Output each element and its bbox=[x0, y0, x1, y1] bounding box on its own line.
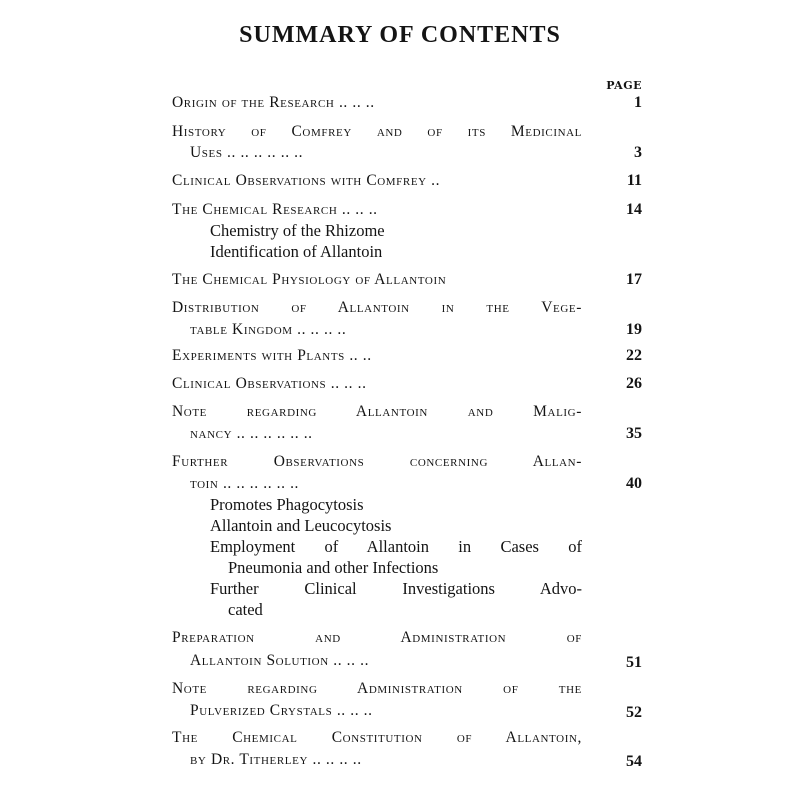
page-title: SUMMARY OF CONTENTS bbox=[239, 22, 561, 48]
toc-entry-line: The Chemical Physiology of Allantoin bbox=[172, 271, 447, 288]
toc-page-number: 1 bbox=[634, 94, 642, 111]
toc-subentry: Pneumonia and other Infections bbox=[228, 558, 439, 577]
toc-entry-line: Further Observations concerning Allan- bbox=[172, 453, 582, 470]
toc-entry-line: Pulverized Crystals .. .. .. bbox=[190, 702, 373, 719]
toc-subentry: Promotes Phagocytosis bbox=[210, 495, 364, 514]
toc-entry-line: Clinical Observations with Comfrey .. bbox=[172, 172, 441, 189]
toc-page-number: 14 bbox=[626, 201, 642, 218]
toc-entry-line: The Chemical Research .. .. .. bbox=[172, 201, 378, 218]
toc-subentry: cated bbox=[228, 600, 263, 619]
toc-page-number: 40 bbox=[626, 475, 642, 492]
page-column-heading: PAGE bbox=[606, 79, 642, 92]
toc-page-number: 3 bbox=[634, 144, 642, 161]
toc-entry-line: toin .. .. .. .. .. .. bbox=[190, 475, 300, 492]
toc-entry-line: Origin of the Research .. .. .. bbox=[172, 94, 375, 111]
toc-page-number: 19 bbox=[626, 321, 642, 338]
toc-subentry: Further Clinical Investigations Advo- bbox=[210, 579, 582, 598]
toc-page-number: 52 bbox=[626, 704, 642, 721]
toc-entry-line: nancy .. .. .. .. .. .. bbox=[190, 425, 313, 442]
toc-subentry: Allantoin and Leucocytosis bbox=[210, 516, 392, 535]
toc-page-number: 17 bbox=[626, 271, 642, 288]
toc-page-number: 35 bbox=[626, 425, 642, 442]
toc-page-number: 22 bbox=[626, 347, 642, 364]
toc-entry-line: Preparation and Administration of bbox=[172, 629, 582, 646]
toc-page-number: 26 bbox=[626, 375, 642, 392]
toc-subentry: Employment of Allantoin in Cases of bbox=[210, 537, 582, 556]
toc-entry-line: The Chemical Constitution of Allantoin, bbox=[172, 729, 582, 746]
toc-entry-line: by Dr. Titherley .. .. .. .. bbox=[190, 751, 362, 768]
toc-subentry: Chemistry of the Rhizome bbox=[210, 221, 385, 240]
toc-entry-line: History of Comfrey and of its Medicinal bbox=[172, 123, 582, 140]
toc-entry-line: Distribution of Allantoin in the Vege- bbox=[172, 299, 582, 316]
toc-entry-line: Allantoin Solution .. .. .. bbox=[190, 652, 370, 669]
toc-page-number: 51 bbox=[626, 654, 642, 671]
toc-entry-line: Note regarding Allantoin and Malig- bbox=[172, 403, 582, 420]
toc-entry-line: Uses .. .. .. .. .. .. bbox=[190, 144, 304, 161]
toc-entry-line: Experiments with Plants .. .. bbox=[172, 347, 372, 364]
toc-page-number: 54 bbox=[626, 753, 642, 770]
toc-entry-line: table Kingdom .. .. .. .. bbox=[190, 321, 347, 338]
toc-subentry: Identification of Allantoin bbox=[210, 242, 383, 261]
toc-entry-line: Note regarding Administration of the bbox=[172, 680, 582, 697]
toc-entry-line: Clinical Observations .. .. .. bbox=[172, 375, 367, 392]
toc-page-number: 11 bbox=[626, 172, 642, 189]
